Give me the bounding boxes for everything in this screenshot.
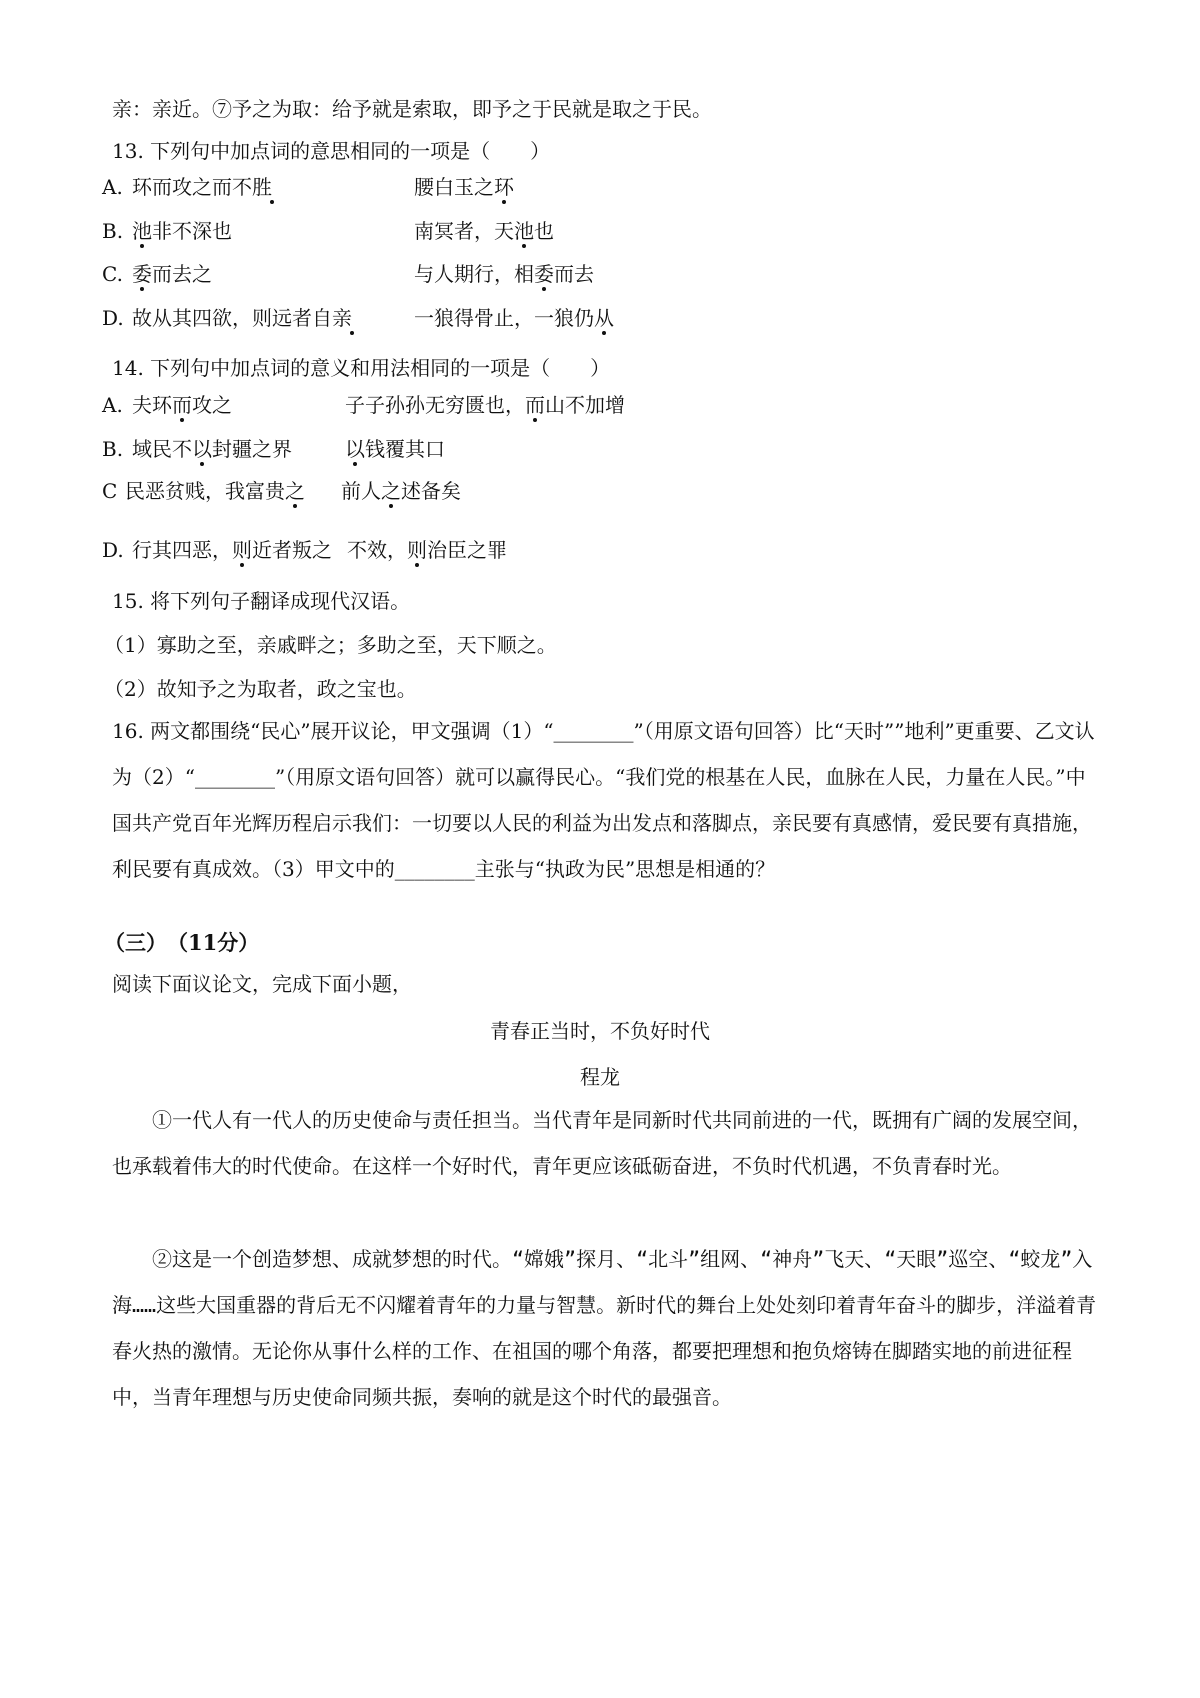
option-label: D.	[102, 306, 124, 330]
option-left-text: 域民不以封疆之界	[132, 437, 292, 461]
option-right-text: 南冥者，天池也	[414, 219, 554, 243]
q13-stem: 13. 下列句中加点词的意思相同的一项是（ ）	[112, 139, 551, 163]
option-label: A.	[102, 175, 123, 199]
q15-sentence-2: （2）故知予之为取者，政之宝也。	[104, 677, 417, 701]
section-heading: （三） （11分）	[104, 930, 260, 955]
q15-sentence-1: （1）寡助之至，亲戚畔之；多助之至，天下顺之。	[104, 633, 557, 657]
option-left-text: 行其四恶，则近者叛之	[132, 538, 332, 562]
option-left-text: 故从其四欲，则远者自亲	[132, 306, 352, 330]
option-label: B.	[102, 437, 124, 461]
option-left-text: 委而去之	[132, 262, 212, 286]
article-author: 程龙	[580, 1065, 620, 1089]
option-right-text: 与人期行，相委而去	[414, 262, 594, 286]
option-label: D.	[102, 538, 124, 562]
option-right-text: 腰白玉之环	[414, 175, 514, 199]
q14-stem: 14. 下列句中加点词的意义和用法相同的一项是（ ）	[112, 356, 611, 380]
option-left-text: 夫环而攻之	[132, 393, 232, 417]
option-left-text: 民恶贫贱，我富贵之	[125, 479, 305, 503]
option-right-text: 前人之述备矣	[341, 479, 461, 503]
q16-paragraph: 16. 两文都围绕“民心”展开议论，甲文强调（1）“________”（用原文语句回答）比“天时””地利”更重要、乙文认为（2）“________”（用原文语句回答）就可以赢得民心。“我们党的根基在人民，血脉在人民，力量在人民。”中国共产党百年光辉历程启示我们：一切要以人民的利益为出发点和落脚点，亲民要有真感情，爱民要有真措施，利民要有真成效。（3）甲文中的________主张与“执政为民”思想是相通的？	[112, 719, 1095, 881]
option-label: A.	[102, 393, 123, 417]
option-label: C	[102, 479, 118, 503]
option-label: C.	[102, 262, 123, 286]
article-paragraph-2: ②这是一个创造梦想、成就梦想的时代。“嫦娥”探月、“北斗”组网、“神舟”飞天、“天眼”巡空、“蛟龙”入海……这些大国重器的背后无不闪耀着青年的力量与智慧。新时代的舞台上处处刻印着青年奋斗的脚步，洋溢着青春火热的激情。无论你从事什么样的工作、在祖国的哪个角落，都要把理想和抱负熔铸在脚踏实地的前进征程中，当青年理想与历史使命同频共振，奏响的就是这个时代的最强音。	[112, 1247, 1097, 1409]
article-title: 青春正当时，不负好时代	[490, 1019, 710, 1043]
option-right-text: 以钱覆其口	[345, 437, 445, 461]
article-paragraph-1: ①一代人有一代人的历史使命与责任担当。当代青年是同新时代共同前进的一代，既拥有广阔的发展空间，也承载着伟大的时代使命。在这样一个好时代，青年更应该砥砺奋进，不负时代机遇，不负青春时光。	[112, 1108, 1092, 1178]
annotation-line: 亲：亲近。⑦予之为取：给予就是索取，即予之于民就是取之于民。	[112, 97, 712, 121]
section-instruction: 阅读下面议论文，完成下面小题，	[112, 972, 412, 996]
option-label: B.	[102, 219, 124, 243]
option-right-text: 一狼得骨止，一狼仍从	[414, 306, 614, 330]
option-left-text: 环而攻之而不胜	[132, 175, 272, 199]
option-right-text: 不效，则治臣之罪	[347, 538, 507, 562]
q15-stem: 15. 将下列句子翻译成现代汉语。	[112, 589, 411, 613]
option-right-text: 子子孙孙无穷匮也，而山不加增	[345, 393, 625, 417]
option-left-text: 池非不深也	[132, 219, 232, 243]
